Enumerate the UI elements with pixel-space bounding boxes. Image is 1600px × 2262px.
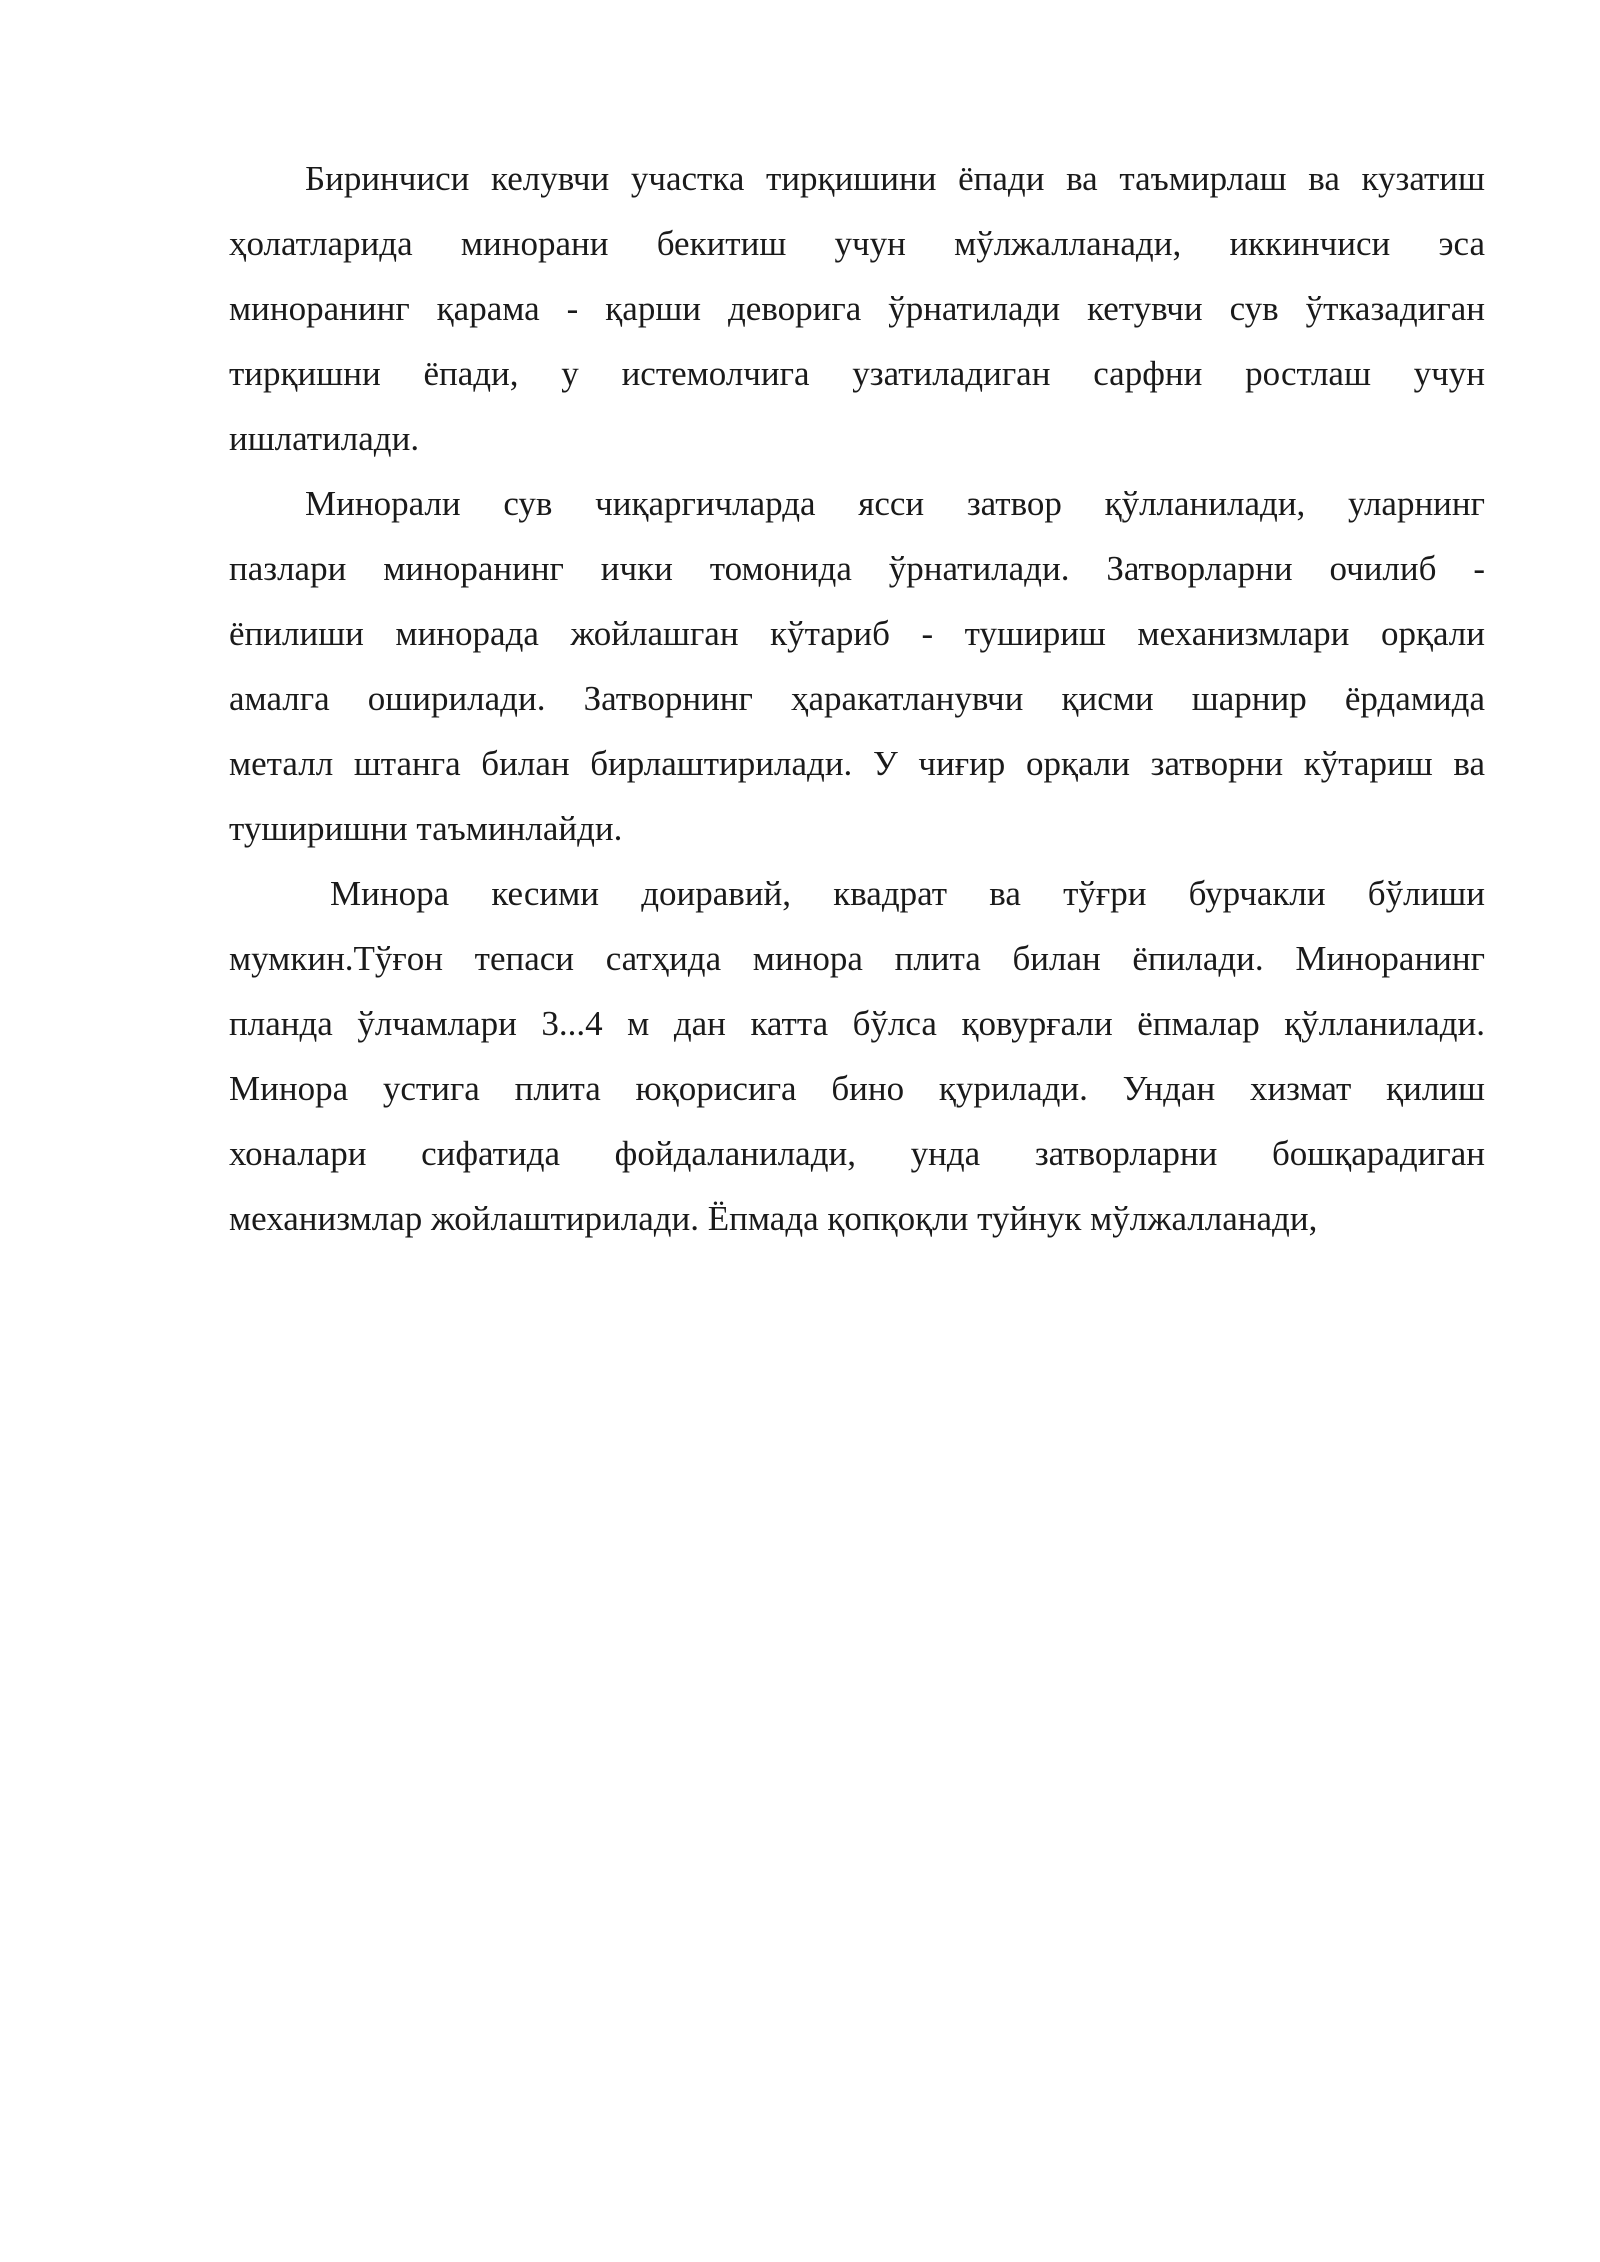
text-line: Минорали сув чиқаргичларда ясси затвор қўлланилади, уларнинг	[305, 484, 1485, 523]
text-line: пазлари миноранинг ички томонида ўрнатилади. Затворларни очилиб -	[229, 549, 1485, 588]
text-line: Минора кесими доиравий, квадрат ва тўғри бурчакли бўлиши	[330, 874, 1485, 913]
text-line: ҳолатларида минорани бекитиш учун мўлжалланади, иккинчиси эса	[229, 224, 1485, 263]
paragraph-3	[229, 861, 1485, 1251]
text-line: Минора устига плита юқорисига бино қурилади. Ундан хизмат қилиш	[229, 1069, 1485, 1108]
text-line: тирқишни ёпади, у истемолчига узатиладиган сарфни ростлаш учун	[229, 354, 1485, 393]
text-line: механизмлар жойлаштирилади. Ёпмада қопқоқли туйнук мўлжалланади,	[229, 1199, 1318, 1238]
text-line: ёпилиши минорада жойлашган кўтариб - тушириш механизмлари орқали	[229, 614, 1485, 653]
paragraph-1	[229, 146, 1485, 471]
paragraph-2	[229, 471, 1485, 861]
text-line: амалга оширилади. Затворнинг ҳаракатланувчи қисми шарнир ёрдамида	[229, 679, 1485, 718]
text-line: туширишни таъминлайди.	[229, 809, 623, 848]
text-line: миноранинг қарама - қарши деворига ўрнатилади кетувчи сув ўтказадиган	[229, 289, 1485, 328]
text-line: хоналари сифатида фойдаланилади, унда затворларни бошқарадиган	[229, 1134, 1485, 1173]
text-line: ишлатилади.	[229, 419, 420, 458]
text-line: Биринчиси келувчи участка тирқишини ёпади ва таъмирлаш ва кузатиш	[305, 159, 1485, 198]
text-line: металл штанга билан бирлаштирилади. У чиғир орқали затворни кўтариш ва	[229, 744, 1485, 783]
document-body	[229, 146, 1485, 1251]
text-line: мумкин.Тўғон тепаси сатҳида минора плита билан ёпилади. Миноранинг	[229, 939, 1485, 978]
text-line: планда ўлчамлари 3...4 м дан катта бўлса қовурғали ёпмалар қўлланилади.	[229, 1004, 1485, 1043]
